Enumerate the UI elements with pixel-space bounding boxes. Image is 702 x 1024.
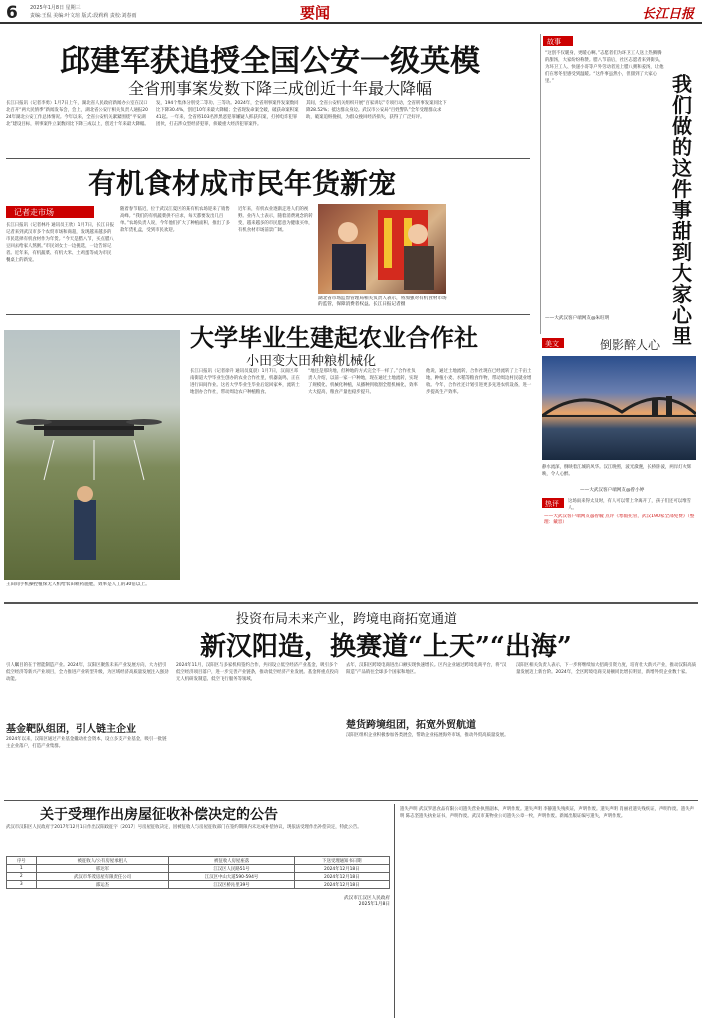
beauty-photo bbox=[542, 356, 696, 460]
article3-photo bbox=[4, 330, 180, 580]
table-header: 下送受理通知书日期 bbox=[294, 857, 389, 865]
page-date: 2025年1月8日 星期三 bbox=[30, 5, 81, 11]
table-row bbox=[7, 881, 390, 889]
article1-col1: 长江日报讯（记者李勇）1月7日上午，湖北省人民政府新闻办公室在汉口北召开“两大民情季”新闻发布会，会上，湖北省公安厅相关负责人通报2024年湖北公安工作总体情况。今年以来，全省公安机关紧紧围绕“平安湖北”建设目标，刑事案件立案数同比下降三成以上，创近十年来最大降幅。 bbox=[6, 101, 149, 127]
divider bbox=[4, 800, 698, 801]
article1-subtitle: 全省刑事案发数下降三成创近十年最大降幅 bbox=[128, 79, 433, 98]
divider bbox=[4, 602, 698, 604]
table-cell: 2024年12月18日 bbox=[294, 865, 389, 873]
table-header-row bbox=[7, 857, 390, 865]
article1-title: 邱建军获追授全国公安一级英模 bbox=[60, 44, 480, 79]
article2-col3: 近年来，有机农业逐渐走进人们的视野。业内人士表示，随着消费观念的转变，越来越多的市民愿意为健康买单，有机食材市场前景广阔。 bbox=[238, 207, 313, 233]
article2-kicker: 记者走市场 bbox=[14, 208, 54, 217]
story-label: 故事 bbox=[547, 38, 561, 46]
article3-photo-caption: 王田间手机操控植保无人机给农田喷药施肥，效率是人工的30倍以上。 bbox=[6, 582, 150, 587]
table-cell: 武汉市华茂房屋有限责任公司 bbox=[36, 873, 169, 881]
page-editors: 责编:王侃 美编:叶文瑄 版式:段莉莉 责校:刘春雨 bbox=[30, 13, 137, 19]
article2-col2: 随着春节临近，位于武汉江夏区的某有机农场迎来了销售高峰。“我们的有机蔬菜供不应求，每天都要发出几百单。”农场负责人说，今年他们扩大了种植面积，推出了多款年货礼盒，受到市民欢迎。 bbox=[120, 207, 230, 233]
notice-signature: 武汉市江汉区人民政府 2025年1月8日 bbox=[344, 896, 390, 907]
hot-source: ——大武汉客户端网友@曾毓 点评《寒假托管，武汉190家全部免费》（整理：戴容） bbox=[544, 514, 695, 525]
article3-col1: 长江日报讯（记者徐升 通讯员夏晨）1月7日，汉南区邓南街道大学毕业生创办的农业合作社里，机器轰鸣，正在进行田间作业。这名大学毕业生毕业后返回家乡，流转土地创办合作社，带动周边农户种植粮食。 bbox=[190, 369, 300, 395]
article4-col2: 2024年11月，汉阳区与多家机构签约合作，共同设立低空经济产业基金，吸引多个低空经济项目落户，进一步完善产业链条，推动低空经济产业发展。基金将重点投向无人机研发制造、低空飞行服务等领域。 bbox=[176, 663, 339, 682]
notice-body: 武汉市汉阳区人民政府于2017年12月1日作出汉阳政征字〔2017〕号房屋征收决定，因被征收人与房屋征收部门在签约期限内未达成补偿协议，现依法受理作出补偿决定，特此公告。 bbox=[6, 825, 362, 830]
table-row bbox=[7, 873, 390, 881]
table-cell: 邢达军 bbox=[36, 865, 169, 873]
table-cell: 2024年12月18日 bbox=[294, 873, 389, 881]
article4-sub1: 基金靶队组团，引人链主企业 bbox=[6, 724, 136, 735]
beauty-title: 倒影醉人心 bbox=[600, 338, 661, 352]
article4-title: 新汉阳造，换赛道“上天”“出海” bbox=[200, 632, 572, 662]
article4-kicker: 投资布局未来产业，跨境电商拓宽通道 bbox=[236, 612, 458, 627]
section-title: 要闻 bbox=[300, 4, 331, 22]
table-cell: 2024年12月18日 bbox=[294, 881, 389, 889]
bridge-icon bbox=[542, 356, 696, 460]
article4-col1: 引人瞩目的在于智能制造产业。2024年，汉阳区聚焦未来产业发展方向，大力招引低空经济等新兴产业项目，全力推进产业转型升级，为区域经济高质量发展注入强劲动能。 bbox=[6, 663, 169, 682]
article4-col4: 汉阳区相关负责人表示，下一步将继续加大招商引资力度，培育壮大新兴产业，推动汉阳高质量发展迈上新台阶。2024年，全区跨境电商交易额同比增长明显，新增外贸企业数十家。 bbox=[516, 663, 697, 675]
article2-col1: 长江日报讯（记者林丹 通讯员王欣）1月7日，长江日报记者来到武汉市多个农贸市场和商超，发现越来越多的市民选择有机食材作为年货。“今天是腊八节，买点腊八豆回去给家人熬粥。”市民刘女士一边挑选，一边告诉记者。近年来，有机蔬菜、有机大米、土鸡蛋等成为市民餐桌上的新宠。 bbox=[6, 223, 114, 263]
article2-photo bbox=[318, 204, 446, 294]
table-cell: 邵运杰 bbox=[36, 881, 169, 889]
beauty-author: ——大武汉客户端网友@曾小婷 bbox=[580, 488, 645, 493]
article4-col1b: 2024年以来，汉阳区通过产业基金撬动社会资本，设立多支产业基金，吸引一批链主企业落户，打造产业集群。 bbox=[6, 737, 167, 749]
article3-col3: 他说，通过土地流转，合作社现在已经流转了上千亩土地，种植小麦、水稻等粮食作物，带动周边村民就业增收。今年，合作社还计划引进更多先进农机设备，进一步提高生产效率。 bbox=[426, 369, 532, 395]
hot-label: 热评 bbox=[545, 500, 559, 508]
table-cell: 3 bbox=[7, 881, 37, 889]
paper-logo: 长江日报 bbox=[641, 7, 694, 22]
people-icon bbox=[318, 204, 446, 294]
article3-subtitle: 小田变大田种粮机械化 bbox=[246, 354, 377, 369]
beauty-caption: 静水流深，倒映着江城的风华。汉江晚照，波光潋滟，长桥卧波，两岸灯火辉映，令人心醉。 bbox=[542, 465, 692, 477]
table-header: 序号 bbox=[7, 857, 37, 865]
table-cell: 2 bbox=[7, 873, 37, 881]
divider bbox=[6, 158, 530, 159]
series-title: 我们做的这件事甜到大家心里 bbox=[672, 72, 692, 348]
article4-sub2: 楚货跨境组团，拓宽外贸航道 bbox=[346, 720, 476, 731]
article4-col3: 去年，汉阳区跨境电商进出口额实现快速增长。区内企业通过跨境电商平台，将“汉阳造”产品销往全球多个国家和地区。 bbox=[346, 663, 507, 675]
table-header: 被征收人房屋座落 bbox=[169, 857, 294, 865]
table-cell: 江汉区人民路51号 bbox=[169, 865, 294, 873]
divider bbox=[6, 314, 530, 315]
notice-title: 关于受理作出房屋征收补偿决定的公告 bbox=[40, 807, 278, 823]
article2-title: 有机食材成市民年货新宠 bbox=[88, 167, 397, 200]
article3-title: 大学毕业生建起农业合作社 bbox=[190, 323, 478, 352]
article3-col2: “地还是那块地，但种地的方式完全不一样了。”合作社负责人介绍，以前一家一户种地，现在通过土地流转，实现了规模化、机械化种植，从播种到收割全程机械化，效率大大提高，粮食产量也稳步提升。 bbox=[308, 369, 418, 395]
table-cell: 江汉区中山大道590-594号 bbox=[169, 873, 294, 881]
table-header: 被征收人/公有房屋承租人 bbox=[36, 857, 169, 865]
lost-notices: 遗失声明 武汉罗思食品有限公司遗失营业执照副本，声明作废。遗失声明 李静遗失残疾证，声明作废。遗失声明 肖丽君遗失残疾证，声明作废。遗失声明 陈志坚遗失执业证书，声明作废。武汉市某物业公司遗失公章一枚，声明作废。新闻出版证编号遗失，声明作废。 bbox=[400, 807, 694, 819]
page-header bbox=[0, 0, 702, 24]
article4-col3b: 汉阳区组织企业积极参加各类展会，帮助企业拓展海外市场，推动外贸高质量发展。 bbox=[346, 733, 509, 738]
hot-text: 这场雨来得太及时，有人可以带上伞离开了，孩子们还可以堆雪人。 bbox=[568, 499, 691, 511]
table-row bbox=[7, 865, 390, 873]
drone-icon bbox=[4, 330, 180, 580]
page-number: 6 bbox=[6, 3, 18, 23]
article1-col2: 发，194个集体分别受二等功、三等功。2024年，全省刑事案件发案数同比下降30.4%，创近10年来最大降幅；全省现发命案全破，破获命案积案41起。一年来，全省将103名涉黑恶犯罪嫌疑人抓获归案，打掉电诈犯罪团伙，打击涉众型经济犯罪，侦破重大经济犯罪案件。 bbox=[156, 101, 299, 127]
table-cell: 1 bbox=[7, 865, 37, 873]
article1-col3: 其间，全省公安机关组织开展“百家讲坛”专项行动，全省刑事发案同比下降28.52%；抵达群众身边。武汉市公安局“百姓警队”全年受理群众求助，破案追赃挽损，为群众挽回经济损失，获得了广泛好评。 bbox=[306, 101, 447, 120]
table-cell: 江汉区桥沁里39号 bbox=[169, 881, 294, 889]
story-author: ——大武汉客户端网友@朱旺明 bbox=[545, 316, 610, 321]
divider bbox=[394, 804, 395, 1018]
notice-table bbox=[6, 856, 390, 889]
story-text: “这创不仅暖身，更暖心啊。”志愿者们为环卫工人送上热腾腾的甜汤，大家纷纷称赞。腊八节前后，社区志愿者来到街头，为环卫工人、快递小哥等户外劳动者送上腊八粥和姜汤，让他们在寒冬里感受到温暖。“这件事虽然小，但甜到了大家心里。” bbox=[545, 51, 664, 84]
beauty-label: 美文 bbox=[545, 340, 559, 348]
article2-photo-caption: 湖北省市场监督管理局相关负责人表示，将加强对有机食材市场的监管，保障消费者权益。长江日报记者摄 bbox=[318, 296, 447, 307]
